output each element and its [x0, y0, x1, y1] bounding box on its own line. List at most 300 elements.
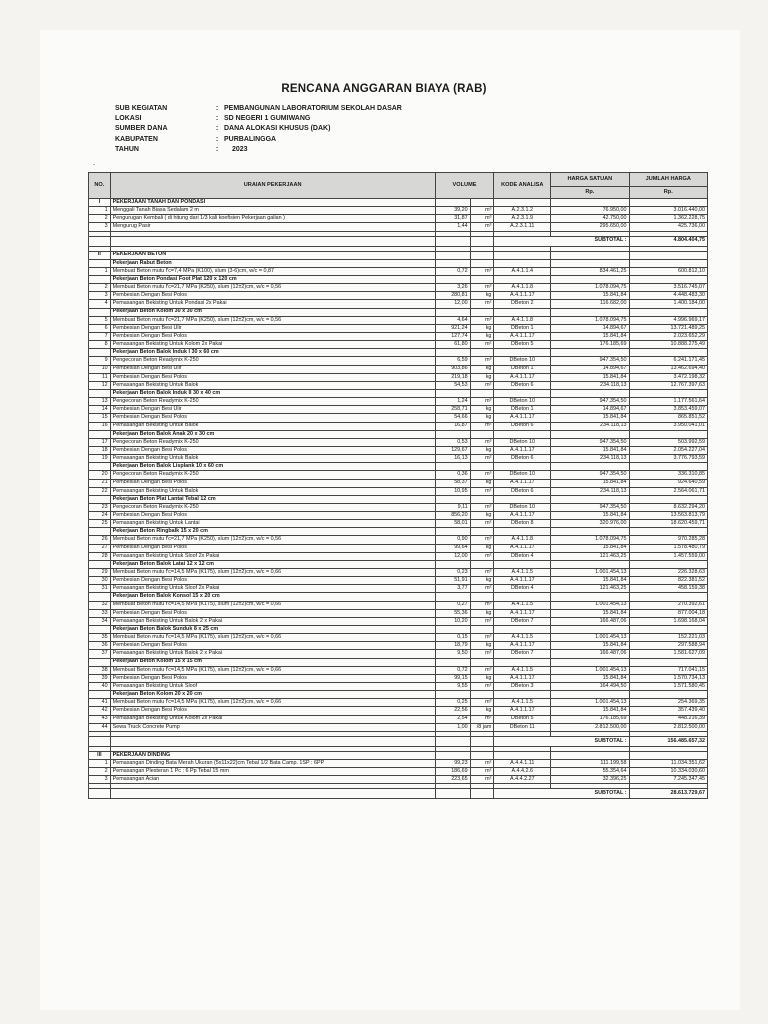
item-total: 3.950.041,01	[629, 422, 707, 430]
subtotal-label: SUBTOTAL :	[494, 236, 629, 246]
item-total: 3.472.198,32	[629, 373, 707, 381]
item-unit: m²	[470, 776, 494, 784]
empty-cell	[435, 308, 470, 316]
item-total: 3.516.745,07	[629, 284, 707, 292]
item-total: 2.023.652,29	[629, 332, 707, 340]
item-unit-price: 947.354,50	[551, 398, 629, 406]
item-description: Pengecoran Beton Readymix K-250	[110, 503, 435, 511]
info-value: DANA ALOKASI KHUSUS (DAK)	[224, 125, 331, 133]
header-no: NO.	[89, 173, 111, 199]
item-total: 1.570.734,13	[629, 674, 707, 682]
item-volume: 9,55	[435, 683, 470, 691]
dot-mark: .	[93, 158, 96, 167]
item-unit: kg	[470, 365, 494, 373]
item-unit-price: 947.354,50	[551, 471, 629, 479]
item-description: Membuat Beton mutu f'c=21,7 MPa (K250), slum (12±2)cm, w/c = 0,56	[110, 316, 435, 324]
table-row	[89, 512, 708, 520]
item-number: 37	[89, 650, 111, 658]
item-unit: m³	[470, 601, 494, 609]
section-title: PEKERJAAN DINDING	[110, 751, 435, 759]
item-description: Pengecoran Beton Readymix K-250	[110, 438, 435, 446]
item-unit-price: 32.396,25	[551, 776, 629, 784]
empty-cell	[551, 560, 629, 568]
empty-cell	[494, 199, 551, 207]
item-number: 31	[89, 585, 111, 593]
empty-cell	[470, 389, 494, 397]
item-number: 39	[89, 674, 111, 682]
item-total: 12.767.397,63	[629, 381, 707, 389]
item-volume: 186,69	[435, 768, 470, 776]
item-volume: 0,72	[435, 267, 470, 275]
table-row	[89, 723, 708, 731]
item-volume: 99,23	[435, 760, 470, 768]
item-volume: 0,27	[435, 601, 470, 609]
empty-cell	[89, 495, 111, 503]
item-code: A.4.1.1.5	[494, 699, 551, 707]
item-number: 1	[89, 207, 111, 215]
group-row	[89, 626, 708, 634]
item-unit: m²	[470, 683, 494, 691]
item-volume: 223,65	[435, 776, 470, 784]
empty-cell	[551, 691, 629, 699]
subtotal-value: 28.613.729,67	[629, 789, 707, 799]
item-unit-price: 121.463,25	[551, 552, 629, 560]
item-number: 22	[89, 487, 111, 495]
item-volume: 6,59	[435, 357, 470, 365]
item-total: 3.853.459,07	[629, 406, 707, 414]
empty-cell	[435, 658, 470, 666]
empty-cell	[629, 259, 707, 267]
item-description: Pembesian Dengan Besi Polos	[110, 414, 435, 422]
empty-cell	[435, 236, 470, 246]
item-unit-price: 1.078.094,75	[551, 536, 629, 544]
item-unit-price: 15.841,84	[551, 292, 629, 300]
header-harga: HARGA SATUAN	[551, 173, 629, 187]
item-unit-price: 15.841,84	[551, 446, 629, 454]
item-volume: 4,64	[435, 316, 470, 324]
table-row	[89, 406, 708, 414]
subtotal-label: SUBTOTAL :	[494, 736, 629, 746]
info-value: SD NEGERI 1 GUMIWANG	[224, 115, 311, 123]
item-code: A.4.1.1.17	[494, 544, 551, 552]
table-body	[89, 199, 708, 799]
info-row	[115, 104, 402, 114]
item-number: 28	[89, 552, 111, 560]
project-info	[115, 104, 402, 155]
item-number: 26	[89, 536, 111, 544]
item-volume: 99,15	[435, 674, 470, 682]
item-unit-price: 166.487,06	[551, 617, 629, 625]
empty-cell	[494, 463, 551, 471]
empty-cell	[470, 259, 494, 267]
item-volume: 54,53	[435, 381, 470, 389]
empty-cell	[494, 528, 551, 536]
item-volume: 0,90	[435, 536, 470, 544]
section-row	[89, 251, 708, 259]
item-number: 43	[89, 715, 111, 723]
item-unit: m³	[470, 666, 494, 674]
item-total: 503.992,59	[629, 438, 707, 446]
item-total: 270.392,61	[629, 601, 707, 609]
info-value: PEMBANGUNAN LABORATORIUM SEKOLAH DASAR	[224, 105, 402, 112]
item-total: 2.564.061,71	[629, 487, 707, 495]
empty-cell	[470, 593, 494, 601]
group-row	[89, 658, 708, 666]
item-volume: 58,01	[435, 520, 470, 528]
item-description: Pemasangan Bekisting Untuk Lantai	[110, 520, 435, 528]
item-volume: 1,44	[435, 223, 470, 231]
item-code: DBeton 1	[494, 324, 551, 332]
empty-cell	[551, 495, 629, 503]
group-title: Pekerjaan Beton Balok Induk I 30 x 60 cm	[110, 349, 435, 357]
item-number: 18	[89, 446, 111, 454]
item-unit: m²	[470, 768, 494, 776]
item-code: A.4.1.1.17	[494, 609, 551, 617]
empty-cell	[435, 751, 470, 759]
item-unit-price: 15.841,84	[551, 642, 629, 650]
header-kode: KODE ANALISA	[494, 173, 551, 199]
info-colon: :	[215, 145, 219, 153]
empty-cell	[629, 593, 707, 601]
item-volume: 856,20	[435, 512, 470, 520]
table-row	[89, 332, 708, 340]
group-title: Pekerjaan Beton Plat Lantai Tebal 12 cm	[110, 495, 435, 503]
item-number: 38	[89, 666, 111, 674]
info-row	[115, 114, 402, 124]
item-code: A.4.1.1.17	[494, 512, 551, 520]
item-unit: m²	[470, 552, 494, 560]
rab-table	[88, 172, 708, 799]
item-unit: /8 jam	[470, 723, 494, 731]
item-description: Pemasangan Bekisting Untuk Sloof	[110, 683, 435, 691]
item-unit-price: 15.841,84	[551, 674, 629, 682]
item-unit-price: 234.118,13	[551, 455, 629, 463]
item-description: Pemasangan Bekisting Untuk Kolom 2x Pakai	[110, 715, 435, 723]
table-row	[89, 215, 708, 223]
item-description: Menggali Tanah Biasa Sedalam 2 m	[110, 207, 435, 215]
empty-cell	[494, 658, 551, 666]
item-unit: m²	[470, 381, 494, 389]
item-unit-price: 947.354,50	[551, 503, 629, 511]
empty-cell	[89, 593, 111, 601]
info-colon: :	[215, 125, 219, 133]
item-total: 425.736,00	[629, 223, 707, 231]
info-row	[115, 124, 402, 134]
item-unit: m²	[470, 455, 494, 463]
item-description: Pembesian Dengan Besi Polos	[110, 332, 435, 340]
item-description: Pembesian Dengan Besi Polos	[110, 446, 435, 454]
item-code: A.4.1.1.8	[494, 536, 551, 544]
item-unit-price: 1.001.454,13	[551, 666, 629, 674]
item-description: Membuat Beton mutu f'c=7,4 MPa (K100), slum (3-6)cm, w/c = 0,87	[110, 267, 435, 275]
table-row	[89, 585, 708, 593]
item-unit: m²	[470, 422, 494, 430]
table-row	[89, 300, 708, 308]
group-title: Pekerjaan Beton Kolom 15 x 15 cm	[110, 658, 435, 666]
item-code: DBeton 5	[494, 715, 551, 723]
empty-cell	[470, 736, 494, 746]
item-total: 18.620.459,71	[629, 520, 707, 528]
item-unit-price: 947.354,50	[551, 357, 629, 365]
item-description: Membuat Beton mutu f'c=21,7 MPa (K250), slum (12±2)cm, w/c = 0,56	[110, 284, 435, 292]
item-volume: 0,72	[435, 666, 470, 674]
table-row	[89, 768, 708, 776]
item-number: 35	[89, 634, 111, 642]
empty-cell	[470, 528, 494, 536]
item-unit-price: 234.118,13	[551, 422, 629, 430]
item-total: 336.310,85	[629, 471, 707, 479]
info-row	[115, 145, 402, 155]
item-description: Pembesian Dengan Besi Polos	[110, 609, 435, 617]
empty-cell	[629, 251, 707, 259]
empty-cell	[551, 463, 629, 471]
table-row	[89, 267, 708, 275]
table-row	[89, 381, 708, 389]
empty-cell	[629, 349, 707, 357]
item-code: A.2.3.1.9	[494, 215, 551, 223]
empty-cell	[551, 251, 629, 259]
empty-cell	[470, 308, 494, 316]
empty-cell	[551, 275, 629, 283]
empty-cell	[89, 626, 111, 634]
empty-cell	[551, 626, 629, 634]
group-row	[89, 463, 708, 471]
item-unit-price: 15.841,84	[551, 577, 629, 585]
item-code: A.4.1.1.17	[494, 373, 551, 381]
item-unit: kg	[470, 373, 494, 381]
item-volume: 903,86	[435, 365, 470, 373]
item-unit-price: 234.118,13	[551, 381, 629, 389]
item-unit: kg	[470, 642, 494, 650]
item-volume: 0,23	[435, 569, 470, 577]
group-title: Pekerjaan Beton Balok Sunduk 8 x 25 cm	[110, 626, 435, 634]
table-row	[89, 455, 708, 463]
item-code: DBeton 11	[494, 723, 551, 731]
item-code: A.4.4.2.27	[494, 776, 551, 784]
empty-cell	[89, 275, 111, 283]
table-row	[89, 357, 708, 365]
item-description: Pemasangan Bekisting Untuk Kolom 2x Pakai	[110, 341, 435, 349]
empty-cell	[494, 275, 551, 283]
empty-cell	[629, 463, 707, 471]
item-unit: m³	[470, 503, 494, 511]
item-code: A.4.1.1.17	[494, 707, 551, 715]
empty-cell	[470, 495, 494, 503]
table-row	[89, 207, 708, 215]
item-code: A.4.1.1.17	[494, 446, 551, 454]
item-description: Pengecoran Beton Readymix K-250	[110, 471, 435, 479]
empty-cell	[551, 430, 629, 438]
item-code: DBeton 6	[494, 381, 551, 389]
empty-cell	[435, 528, 470, 536]
item-code: DBeton 5	[494, 341, 551, 349]
item-description: Pemasangan Bekisting Untuk Pondasi 2x Pakai	[110, 300, 435, 308]
item-unit-price: 14.894,67	[551, 406, 629, 414]
item-total: 458.159,38	[629, 585, 707, 593]
item-code: A.4.1.1.5	[494, 634, 551, 642]
item-number: 17	[89, 438, 111, 446]
info-colon: :	[215, 135, 219, 143]
item-number: 12	[89, 381, 111, 389]
item-unit: kg	[470, 609, 494, 617]
item-unit-price: 320.976,00	[551, 520, 629, 528]
empty-cell	[89, 308, 111, 316]
item-total: 1.698.168,04	[629, 617, 707, 625]
item-unit-price: 947.354,50	[551, 438, 629, 446]
empty-cell	[470, 626, 494, 634]
header-harga-rp: Rp.	[551, 187, 629, 199]
header-volume: VOLUME	[435, 173, 494, 199]
item-volume: 1,00	[435, 723, 470, 731]
document-title: RENCANA ANGGARAN BIAYA (RAB)	[281, 83, 487, 95]
item-number: 29	[89, 569, 111, 577]
item-unit: m³	[470, 207, 494, 215]
item-total: 1.571.580,45	[629, 683, 707, 691]
item-unit-price: 42.750,00	[551, 215, 629, 223]
item-total: 448.216,39	[629, 715, 707, 723]
item-number: 13	[89, 398, 111, 406]
table-row	[89, 776, 708, 784]
empty-cell	[494, 495, 551, 503]
empty-cell	[629, 658, 707, 666]
item-description: Pengecoran Beton Readymix K-250	[110, 398, 435, 406]
table-row	[89, 487, 708, 495]
section-row	[89, 751, 708, 759]
item-number: 7	[89, 332, 111, 340]
empty-cell	[89, 560, 111, 568]
item-description: Pengecoran Beton Readymix K-250	[110, 357, 435, 365]
item-unit-price: 111.199,58	[551, 760, 629, 768]
item-description: Pemasangan Bekisting Untuk Balok	[110, 422, 435, 430]
item-code: DBeton 2	[494, 300, 551, 308]
subtotal-value: 4.804.404,75	[629, 236, 707, 246]
item-unit: kg	[470, 292, 494, 300]
item-code: DBeton 8	[494, 520, 551, 528]
item-volume: 0,36	[435, 471, 470, 479]
item-total: 970.285,28	[629, 536, 707, 544]
table-row	[89, 609, 708, 617]
item-number: 33	[89, 609, 111, 617]
table-row	[89, 373, 708, 381]
item-number: 9	[89, 357, 111, 365]
empty-cell	[435, 691, 470, 699]
item-unit-price: 166.487,06	[551, 650, 629, 658]
empty-cell	[494, 349, 551, 357]
item-description: Pembesian Dengan Besi Polos	[110, 512, 435, 520]
empty-cell	[494, 751, 551, 759]
group-row	[89, 593, 708, 601]
item-code: DBeton 1	[494, 406, 551, 414]
item-code: DBeton 3	[494, 683, 551, 691]
item-unit: m²	[470, 585, 494, 593]
table-row	[89, 715, 708, 723]
table-row	[89, 760, 708, 768]
item-volume: 129,67	[435, 446, 470, 454]
subtotal-row	[89, 789, 708, 799]
info-colon: :	[215, 105, 219, 112]
info-value: PURBALINGGA	[224, 135, 277, 143]
empty-cell	[470, 275, 494, 283]
empty-cell	[494, 560, 551, 568]
table-row	[89, 446, 708, 454]
item-total: 1.400.184,00	[629, 300, 707, 308]
group-title: Pekerjaan Beton Balok Induk II 30 x 40 cm	[110, 389, 435, 397]
item-unit: m²	[470, 650, 494, 658]
item-volume: 54,66	[435, 414, 470, 422]
item-total: 1.581.627,09	[629, 650, 707, 658]
section-title: PEKERJAAN BETON	[110, 251, 435, 259]
item-number: 6	[89, 324, 111, 332]
item-unit-price: 76.950,00	[551, 207, 629, 215]
item-code: DBeton 10	[494, 438, 551, 446]
empty-cell	[470, 236, 494, 246]
header-jumlah-rp: Rp.	[629, 187, 707, 199]
empty-cell	[629, 308, 707, 316]
item-code: DBeton 6	[494, 487, 551, 495]
table-row	[89, 479, 708, 487]
item-number: 8	[89, 341, 111, 349]
item-number: 4	[89, 300, 111, 308]
item-code: DBeton 6	[494, 422, 551, 430]
item-description: Pembesian Dengan Besi Polos	[110, 642, 435, 650]
table-header-row	[89, 173, 708, 187]
item-number: 10	[89, 365, 111, 373]
group-row	[89, 560, 708, 568]
item-description: Pemasangan Bekisting Untuk Balok 2 x Pakai	[110, 650, 435, 658]
item-description: Pembesian Dengan Besi Polos	[110, 674, 435, 682]
empty-cell	[89, 349, 111, 357]
section-row	[89, 199, 708, 207]
item-unit: m²	[470, 520, 494, 528]
table-row	[89, 577, 708, 585]
empty-cell	[629, 626, 707, 634]
item-code: A.4.1.1.5	[494, 666, 551, 674]
table-row	[89, 707, 708, 715]
item-unit-price: 2.812.500,00	[551, 723, 629, 731]
item-code: A.4.1.1.8	[494, 316, 551, 324]
empty-cell	[470, 199, 494, 207]
item-volume: 0,15	[435, 634, 470, 642]
item-description: Pembesian Dengan Besi Polos	[110, 544, 435, 552]
table-row	[89, 674, 708, 682]
item-description: Membuat Beton mutu f'c=14,5 MPa (K175), slum (12±2)cm, w/c = 0,66	[110, 634, 435, 642]
info-colon: :	[215, 115, 219, 123]
item-total: 865.851,52	[629, 414, 707, 422]
item-volume: 127,74	[435, 332, 470, 340]
subtotal-value: 156.485.657,32	[629, 736, 707, 746]
item-unit: m³	[470, 223, 494, 231]
item-unit: kg	[470, 332, 494, 340]
item-total: 1.457.559,00	[629, 552, 707, 560]
group-title: Pekerjaan Beton Kolom 30 x 30 cm	[110, 308, 435, 316]
item-unit: m²	[470, 617, 494, 625]
item-total: 13.721.489,25	[629, 324, 707, 332]
item-total: 226.328,63	[629, 569, 707, 577]
info-value: 2023	[232, 145, 248, 153]
item-volume: 22,56	[435, 707, 470, 715]
item-code: A.4.1.1.17	[494, 479, 551, 487]
item-volume: 16,13	[435, 455, 470, 463]
item-volume: 10,20	[435, 617, 470, 625]
empty-cell	[470, 349, 494, 357]
item-number: 15	[89, 414, 111, 422]
item-volume: 55,36	[435, 609, 470, 617]
table-row	[89, 683, 708, 691]
item-volume: 18,79	[435, 642, 470, 650]
item-number: 3	[89, 776, 111, 784]
item-description: Pembesian Dengan Besi Ulir	[110, 324, 435, 332]
empty-cell	[629, 389, 707, 397]
